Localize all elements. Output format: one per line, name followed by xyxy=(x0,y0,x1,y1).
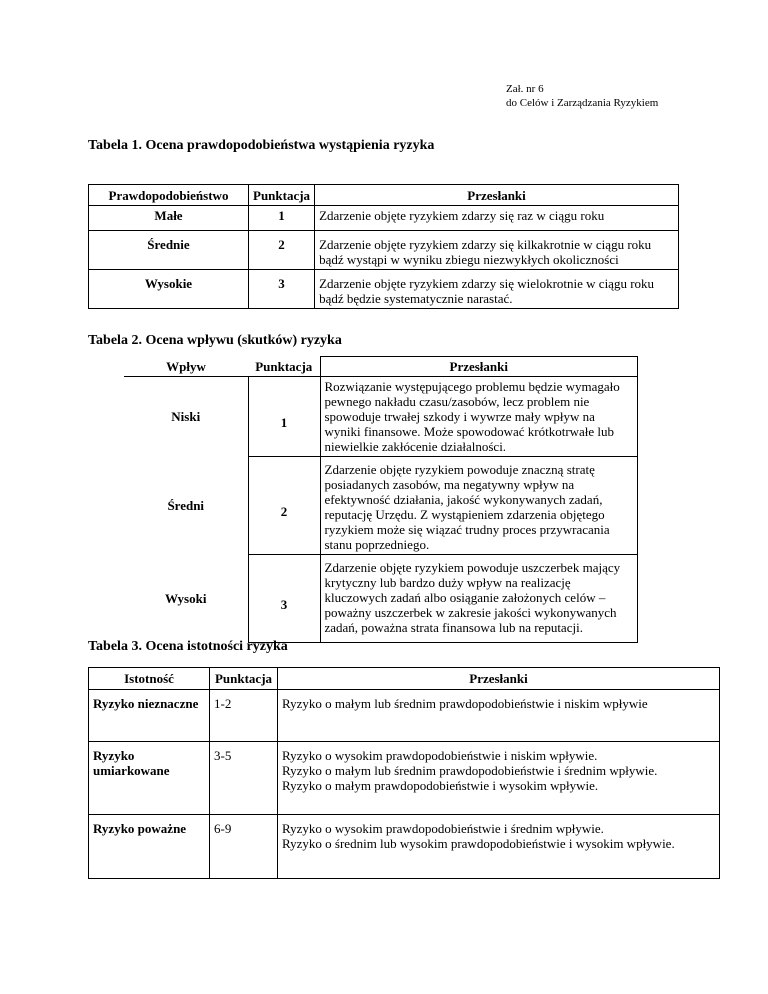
table-row xyxy=(89,206,679,231)
level-cell: Średnie xyxy=(89,231,249,270)
desc-line: Ryzyko o małym prawdopodobieństwie i wysokim wpływie. xyxy=(282,778,599,793)
table-header-row xyxy=(89,668,720,690)
table-row xyxy=(89,742,720,815)
desc-line: Ryzyko o małym lub średnim prawdopodobieństwie i niskim wpływie xyxy=(282,696,648,711)
header-cell: Punktacja xyxy=(210,668,278,690)
probability-table xyxy=(88,184,679,309)
table3-title: Tabela 3. Ocena istotności ryzyka xyxy=(88,639,288,654)
desc-cell: Rozwiązanie występującego problemu będzie wymagało pewnego nakładu czasu/zasobów, lecz problem nie spowoduje trwałej szkody i wywrze mały wpływ na wyniki finansowe. Może spowodować krótkotrwałe lub niewielkie zakłócenie działalności. xyxy=(320,377,638,457)
level-cell: Ryzyko nieznaczne xyxy=(89,690,210,742)
table-header-row xyxy=(89,185,679,206)
score-cell: 3 xyxy=(249,270,315,309)
attachment-number: Zał. nr 6 xyxy=(506,83,544,95)
score-cell: 3 xyxy=(248,555,320,643)
desc-cell: Zdarzenie objęte ryzykiem powoduje uszczerbek mający krytyczny lub bardzo duży wpływ na realizację kluczowych zadań albo osiąganie założonych celów – poważny uszczerbek w zakresie jakości wykonywanych zadań, poważna strata finansowa lub na reputacji. xyxy=(320,555,638,643)
desc-cell: Zdarzenie objęte ryzykiem zdarzy się kilkakrotnie w ciągu roku bądź wystąpi w wyniku zbiegu niezwykłych okoliczności xyxy=(315,231,679,270)
desc-line: Ryzyko o średnim lub wysokim prawdopodobieństwie i wysokim wpływie. xyxy=(282,836,675,851)
level-cell: Średni xyxy=(167,498,205,513)
table-row xyxy=(89,815,720,879)
table-row xyxy=(89,270,679,309)
header-cell: Przesłanki xyxy=(278,668,720,690)
level-cell: Ryzyko poważne xyxy=(89,815,210,879)
desc-line: Ryzyko o wysokim prawdopodobieństwie i niskim wpływie. xyxy=(282,748,598,763)
level-cell: Wysokie xyxy=(89,270,249,309)
impact-table xyxy=(124,356,638,643)
score-cell: 6-9 xyxy=(210,815,278,879)
desc-cell: Zdarzenie objęte ryzykiem zdarzy się wielokrotnie w ciągu roku bądź będzie systematycznie narastać. xyxy=(315,270,679,309)
desc-cell xyxy=(278,815,720,879)
header-cell: Punktacja xyxy=(249,185,315,206)
header-cell: Wpływ xyxy=(166,358,206,374)
header-cell: Istotność xyxy=(89,668,210,690)
desc-cell xyxy=(278,742,720,815)
desc-line: Ryzyko o wysokim prawdopodobieństwie i średnim wpływie. xyxy=(282,821,604,836)
desc-line: Ryzyko o małym lub średnim prawdopodobieństwie i średnim wpływie. xyxy=(282,763,658,778)
desc-cell xyxy=(278,690,720,742)
score-cell: 1 xyxy=(248,377,320,457)
table-row xyxy=(124,457,638,555)
score-cell: 1 xyxy=(249,206,315,231)
attachment-subtitle: do Celów i Zarządzania Ryzykiem xyxy=(506,97,659,109)
table-row xyxy=(124,377,638,457)
desc-cell: Zdarzenie objęte ryzykiem powoduje znaczną stratę posiadanych zasobów, ma negatywny wpływ na efektywność działania, jakość wykonywanych zadań, reputację Urzędu. Z wystąpieniem zdarzenia objętego ryzykiem może się wiązać trudny proces przywracania stanu poprzedniego. xyxy=(320,457,638,555)
table-row xyxy=(124,555,638,643)
score-cell: 3-5 xyxy=(210,742,278,815)
table-row xyxy=(89,231,679,270)
table-header-row xyxy=(124,357,638,377)
table2-title: Tabela 2. Ocena wpływu (skutków) ryzyka xyxy=(88,333,342,348)
level-cell: Małe xyxy=(89,206,249,231)
header-cell: Przesłanki xyxy=(315,185,679,206)
header-cell: Prawdopodobieństwo xyxy=(89,185,249,206)
significance-table xyxy=(88,667,720,879)
desc-cell: Zdarzenie objęte ryzykiem zdarzy się raz w ciągu roku xyxy=(315,206,679,231)
header-cell: Punktacja xyxy=(248,357,320,377)
score-cell: 2 xyxy=(248,457,320,555)
level-cell: Wysoki xyxy=(165,591,207,606)
score-cell: 1-2 xyxy=(210,690,278,742)
header-cell: Przesłanki xyxy=(320,357,638,377)
level-cell: Ryzyko umiarkowane xyxy=(89,742,210,815)
table-row xyxy=(89,690,720,742)
score-cell: 2 xyxy=(249,231,315,270)
table1-title: Tabela 1. Ocena prawdopodobieństwa wystąpienia ryzyka xyxy=(88,138,435,153)
attachment-header xyxy=(506,82,658,110)
level-cell: Niski xyxy=(124,377,248,457)
